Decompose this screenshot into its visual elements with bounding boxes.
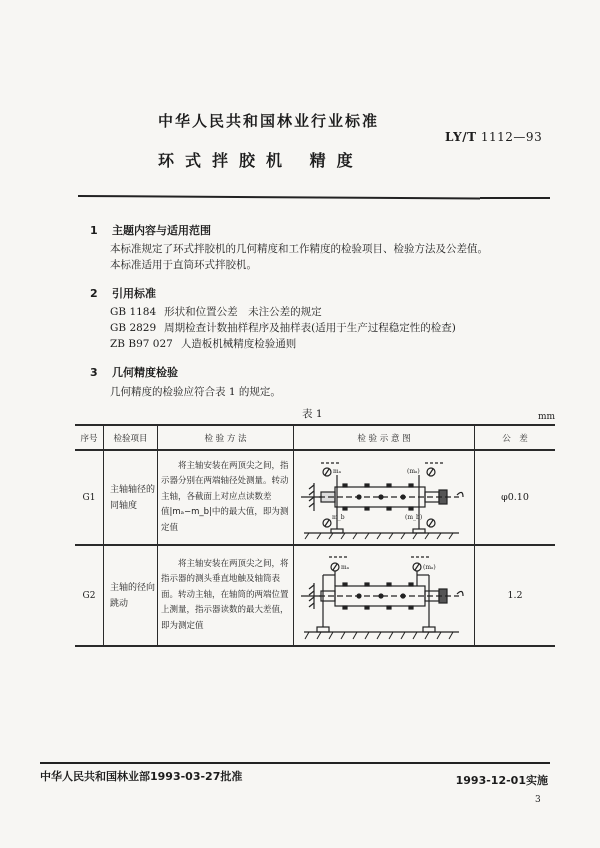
- column-header-number: 序号: [80, 433, 98, 444]
- diagram-g1: [294, 451, 474, 544]
- document-title: 环式拌胶机 精度: [158, 151, 364, 170]
- reference-item: ZB B97 027 人造板机械精度检验通则: [110, 338, 297, 350]
- svg-text:(m_b): (m_b): [405, 514, 423, 521]
- section-3-heading: 3 几何精度检验: [90, 366, 178, 379]
- column-header-tolerance: 公 差: [502, 433, 528, 444]
- row-id: G1: [82, 492, 96, 503]
- row-tolerance: φ0.10: [501, 492, 529, 503]
- svg-text:mₐ: mₐ: [341, 563, 350, 571]
- standard-code-prefix: LY/T: [445, 130, 477, 144]
- section-2-heading: 2 引用标准: [90, 287, 156, 300]
- implementation-date: 1993-12-01实施: [455, 774, 548, 787]
- reference-item: GB 2829 周期检查计数抽样程序及抽样表(适用于生产过程稳定性的检查): [110, 322, 456, 334]
- reference-item: GB 1184 形状和位置公差 未注公差的规定: [110, 306, 322, 318]
- svg-text:m_b: m_b: [332, 514, 345, 521]
- svg-text:mₐ: mₐ: [333, 468, 342, 475]
- section-3-body: 几何精度的检验应符合表 1 的规定。: [110, 386, 281, 398]
- row-id: G2: [82, 590, 96, 601]
- issuer-title: 中华人民共和国林业行业标准: [158, 112, 380, 130]
- footer-divider: [40, 762, 550, 764]
- column-header-method: 检 验 方 法: [204, 433, 247, 444]
- paragraph: 本标准规定了环式拌胶机的几何精度和工作精度的检验项目、检验方法及公差值。: [110, 243, 488, 255]
- table-caption: 表 1: [302, 408, 323, 420]
- radial-runout-diagram-icon: [299, 551, 469, 641]
- table-col-border: [157, 425, 158, 646]
- approval-statement: 中华人民共和国林业部1993-03-27批准: [40, 770, 243, 783]
- row-method: 将主轴安装在两顶尖之间，将指示器的测头垂直地触及轴筒表面。转动主轴，在轴筒的两端位置上测量，指示器读数的最大差值，即为测定值: [161, 558, 289, 631]
- row-method: 将主轴安装在两顶尖之间，指示器分别在两端轴径处测量。转动主轴，各截面上对应点读数差值|mₐ−m_b|中的最大值，即为测定值: [161, 460, 289, 533]
- column-header-item: 检验项目: [113, 433, 148, 444]
- reference-list: [110, 304, 456, 352]
- standard-code-number: 1112—93: [480, 130, 543, 144]
- header-divider: [78, 195, 480, 199]
- row-item: 主轴轴径的同轴度: [110, 484, 156, 511]
- coaxiality-diagram-icon: [299, 455, 469, 540]
- column-header-diagram: 检 验 示 意 图: [357, 433, 411, 444]
- svg-text:(mₐ): (mₐ): [423, 563, 436, 571]
- header-divider-tail: [480, 197, 550, 199]
- row-item: 主轴的径向跳动: [110, 582, 156, 609]
- section-1-heading: 1 主题内容与适用范围: [90, 224, 211, 237]
- table-unit: mm: [538, 412, 556, 422]
- section-1-body: [110, 241, 560, 273]
- svg-text:(mₐ): (mₐ): [407, 468, 420, 475]
- row-tolerance: 1.2: [507, 590, 523, 601]
- diagram-g2: [294, 546, 474, 645]
- page-number: 3: [535, 795, 541, 805]
- paragraph: 本标准适用于直筒环式拌胶机。: [110, 259, 257, 271]
- table-bottom-border: [75, 645, 555, 647]
- standard-code: [445, 130, 542, 144]
